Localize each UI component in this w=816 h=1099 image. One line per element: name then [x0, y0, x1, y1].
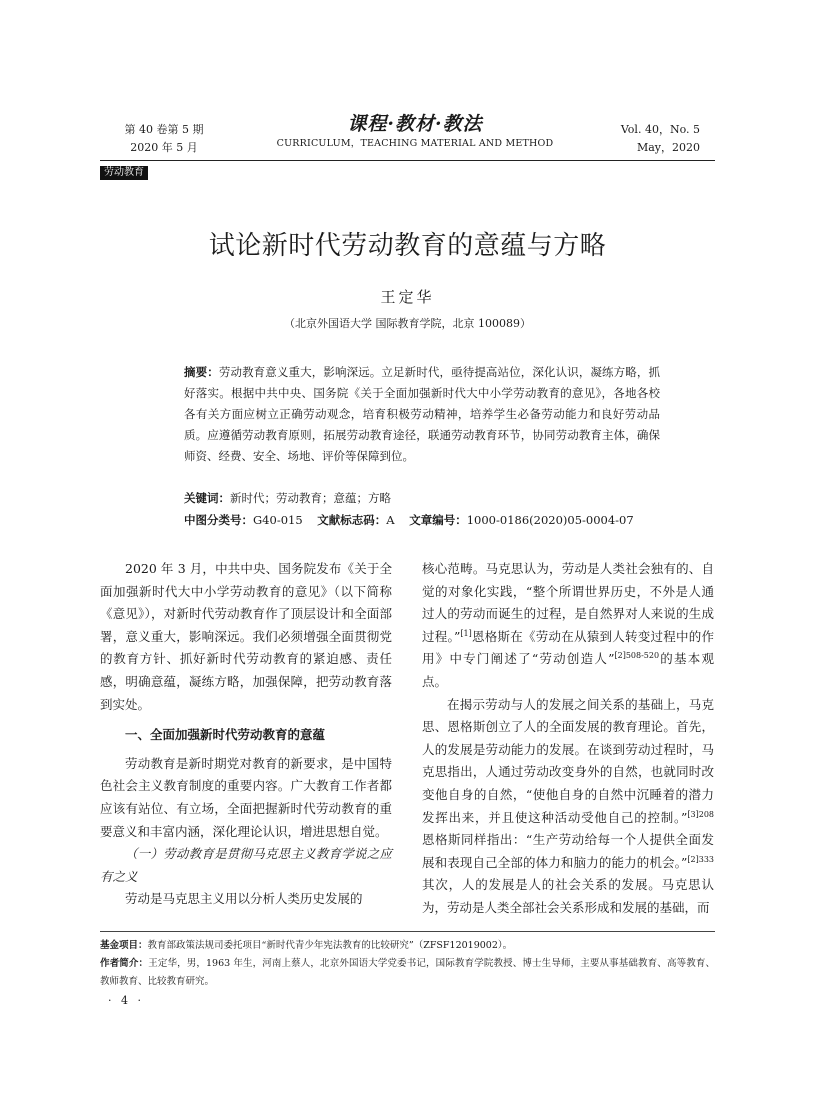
header-volume-en-block: [610, 121, 700, 157]
abstract: [184, 362, 660, 467]
body-column-right: [422, 558, 714, 920]
paragraph-text: 其次，人的发展是人的社会关系的发展。马克思认为，劳动是人类全部社会关系形成和发展的基础，而: [422, 877, 714, 915]
keywords-text: 新时代；劳动教育；意蕴；方略: [230, 491, 391, 505]
journal-name-en: CURRICULUM，TEACHING MATERIAL AND METHOD: [276, 138, 554, 149]
keywords-label: 关键词：: [184, 491, 230, 505]
footnote-rule: [100, 931, 715, 932]
header-volume-cn: 第 40 卷第 5 期: [124, 123, 204, 136]
continued-paragraph: [422, 558, 714, 694]
fund-label: 基金项目：: [100, 940, 148, 951]
citation-ref: [3]208: [687, 809, 714, 819]
header-volume-en: Vol. 40，No. 5: [620, 123, 700, 136]
column-tag: 劳动教育: [100, 166, 148, 180]
header-date-cn: 2020 年 5 月: [130, 141, 198, 154]
page-number: · 4 ·: [108, 994, 144, 1007]
keywords: [184, 488, 660, 508]
doc-code-label: 文献标志码：: [317, 513, 387, 527]
header-volume-block: [120, 121, 208, 157]
classification-line: [184, 510, 660, 530]
journal-masthead: [260, 112, 570, 152]
paragraph-text: 核心范畴。马克思认为，劳动是人类社会独有的、自觉的对象化实践，“整个所谓世界历史，不外是人通过人的劳动而诞生的过程，是自然界对人来说的生成过程。”: [422, 561, 714, 644]
subsection-heading-1: （一）劳动教育是贯彻马克思主义教育学说之应有之义: [100, 846, 392, 884]
intro-paragraph: 2020 年 3 月，中共中央、国务院发布《关于全面加强新时代大中小学劳动教育的意见》（以下简称《意见》），对新时代劳动教育作了顶层设计和全面部署，意义重大，影响深远。我们必须增强全面贯彻党的教育方针、抓好新时代劳动教育的紧迫感、责任感，明确意蕴，凝练方略，加强保障，把劳动教育落到实处。: [100, 561, 392, 712]
header-date-en: May，2020: [636, 141, 700, 154]
doc-code-value: A: [386, 513, 395, 527]
bio-text: 王定华，男，1963 年生，河南上蔡人，北京外国语大学党委书记，国际教育学院教授、博士生导师，主要从事基础教育、高等教育、教师教育、比较教育研究。: [100, 958, 715, 987]
fund-text: 教育部政策法规司委托项目“新时代青少年宪法教育的比较研究”（ZFSF12019002）。: [147, 940, 513, 951]
clc-label: 中图分类号：: [184, 513, 253, 527]
journal-name-cn: 课程·教材·教法: [347, 113, 483, 135]
clc-value: G40-015: [253, 513, 303, 527]
paragraph-text: 的基本观点。: [422, 651, 714, 689]
bio-label: 作者简介：: [100, 958, 149, 969]
theory-paragraph: [422, 694, 714, 920]
author-name: 王定华: [380, 288, 435, 306]
citation-ref: [2]508-520: [614, 651, 660, 661]
abstract-label: 摘要：: [184, 365, 219, 379]
body-column-left: [100, 558, 392, 911]
paragraph-text: 恩格斯在《劳动在从猿到人转变过程中的作用》中专门阐述了“劳动创造人”: [422, 628, 714, 667]
abstract-text: 劳动教育意义重大，影响深远。立足新时代，亟待提高站位，深化认识，凝练方略，抓好落实。根据中共中央、国务院《关于全面加强新时代大中小学劳动教育的意见》，各地各校各有关方面应树立正确劳动观念，培育积极劳动精神，培养学生必备劳动能力和良好劳动品质。应遵循劳动教育原则，拓展劳动教育途径，联通劳动教育环节，协同劳动教育主体，确保师资、经费、安全、场地、评价等保障到位。: [184, 365, 661, 463]
author-affiliation: （北京外国语大学 国际教育学院，北京 100089）: [284, 317, 531, 330]
citation-ref: [1]: [460, 628, 472, 638]
section-heading-1: 一、全面加强新时代劳动教育的意蕴: [125, 727, 326, 743]
article-title: 试论新时代劳动教育的意蕴与方略: [208, 231, 607, 261]
footnote-author-bio: [100, 955, 715, 991]
paragraph-text: 在揭示劳动与人的发展之间关系的基础上，马克思、恩格斯创立了人的全面发展的教育理论。首先，人的发展是劳动能力的发展。在谈到劳动过程时，马克思指出，人通过劳动改变身外的自然，也就同时改变他自身的自然，“使他自身的自然中沉睡着的潜力发挥出来，并且使这种活动受他自己的控制。”: [422, 696, 714, 825]
article-no-value: 1000-0186(2020)05-0004-07: [466, 513, 634, 527]
header-rule: [100, 160, 715, 161]
article-no-label: 文章编号：: [409, 513, 467, 527]
paragraph-text: 恩格斯同样指出：“生产劳动给每一个人提供全面发展和表现自己全部的体力和脑力的能力的机会。”: [422, 832, 714, 870]
section1-paragraph: 劳动教育是新时期党对教育的新要求，是中国特色社会主义教育制度的重要内容。广大教育工作者都应该有站位、有立场，全面把握新时代劳动教育的重要意义和丰富内涵，深化理论认识，增进思想自觉。: [100, 755, 392, 839]
footnote-fund: [100, 937, 715, 955]
citation-ref: [2]333: [687, 854, 714, 864]
subsection1-paragraph: 劳动是马克思主义用以分析人类历史发展的: [125, 891, 363, 907]
